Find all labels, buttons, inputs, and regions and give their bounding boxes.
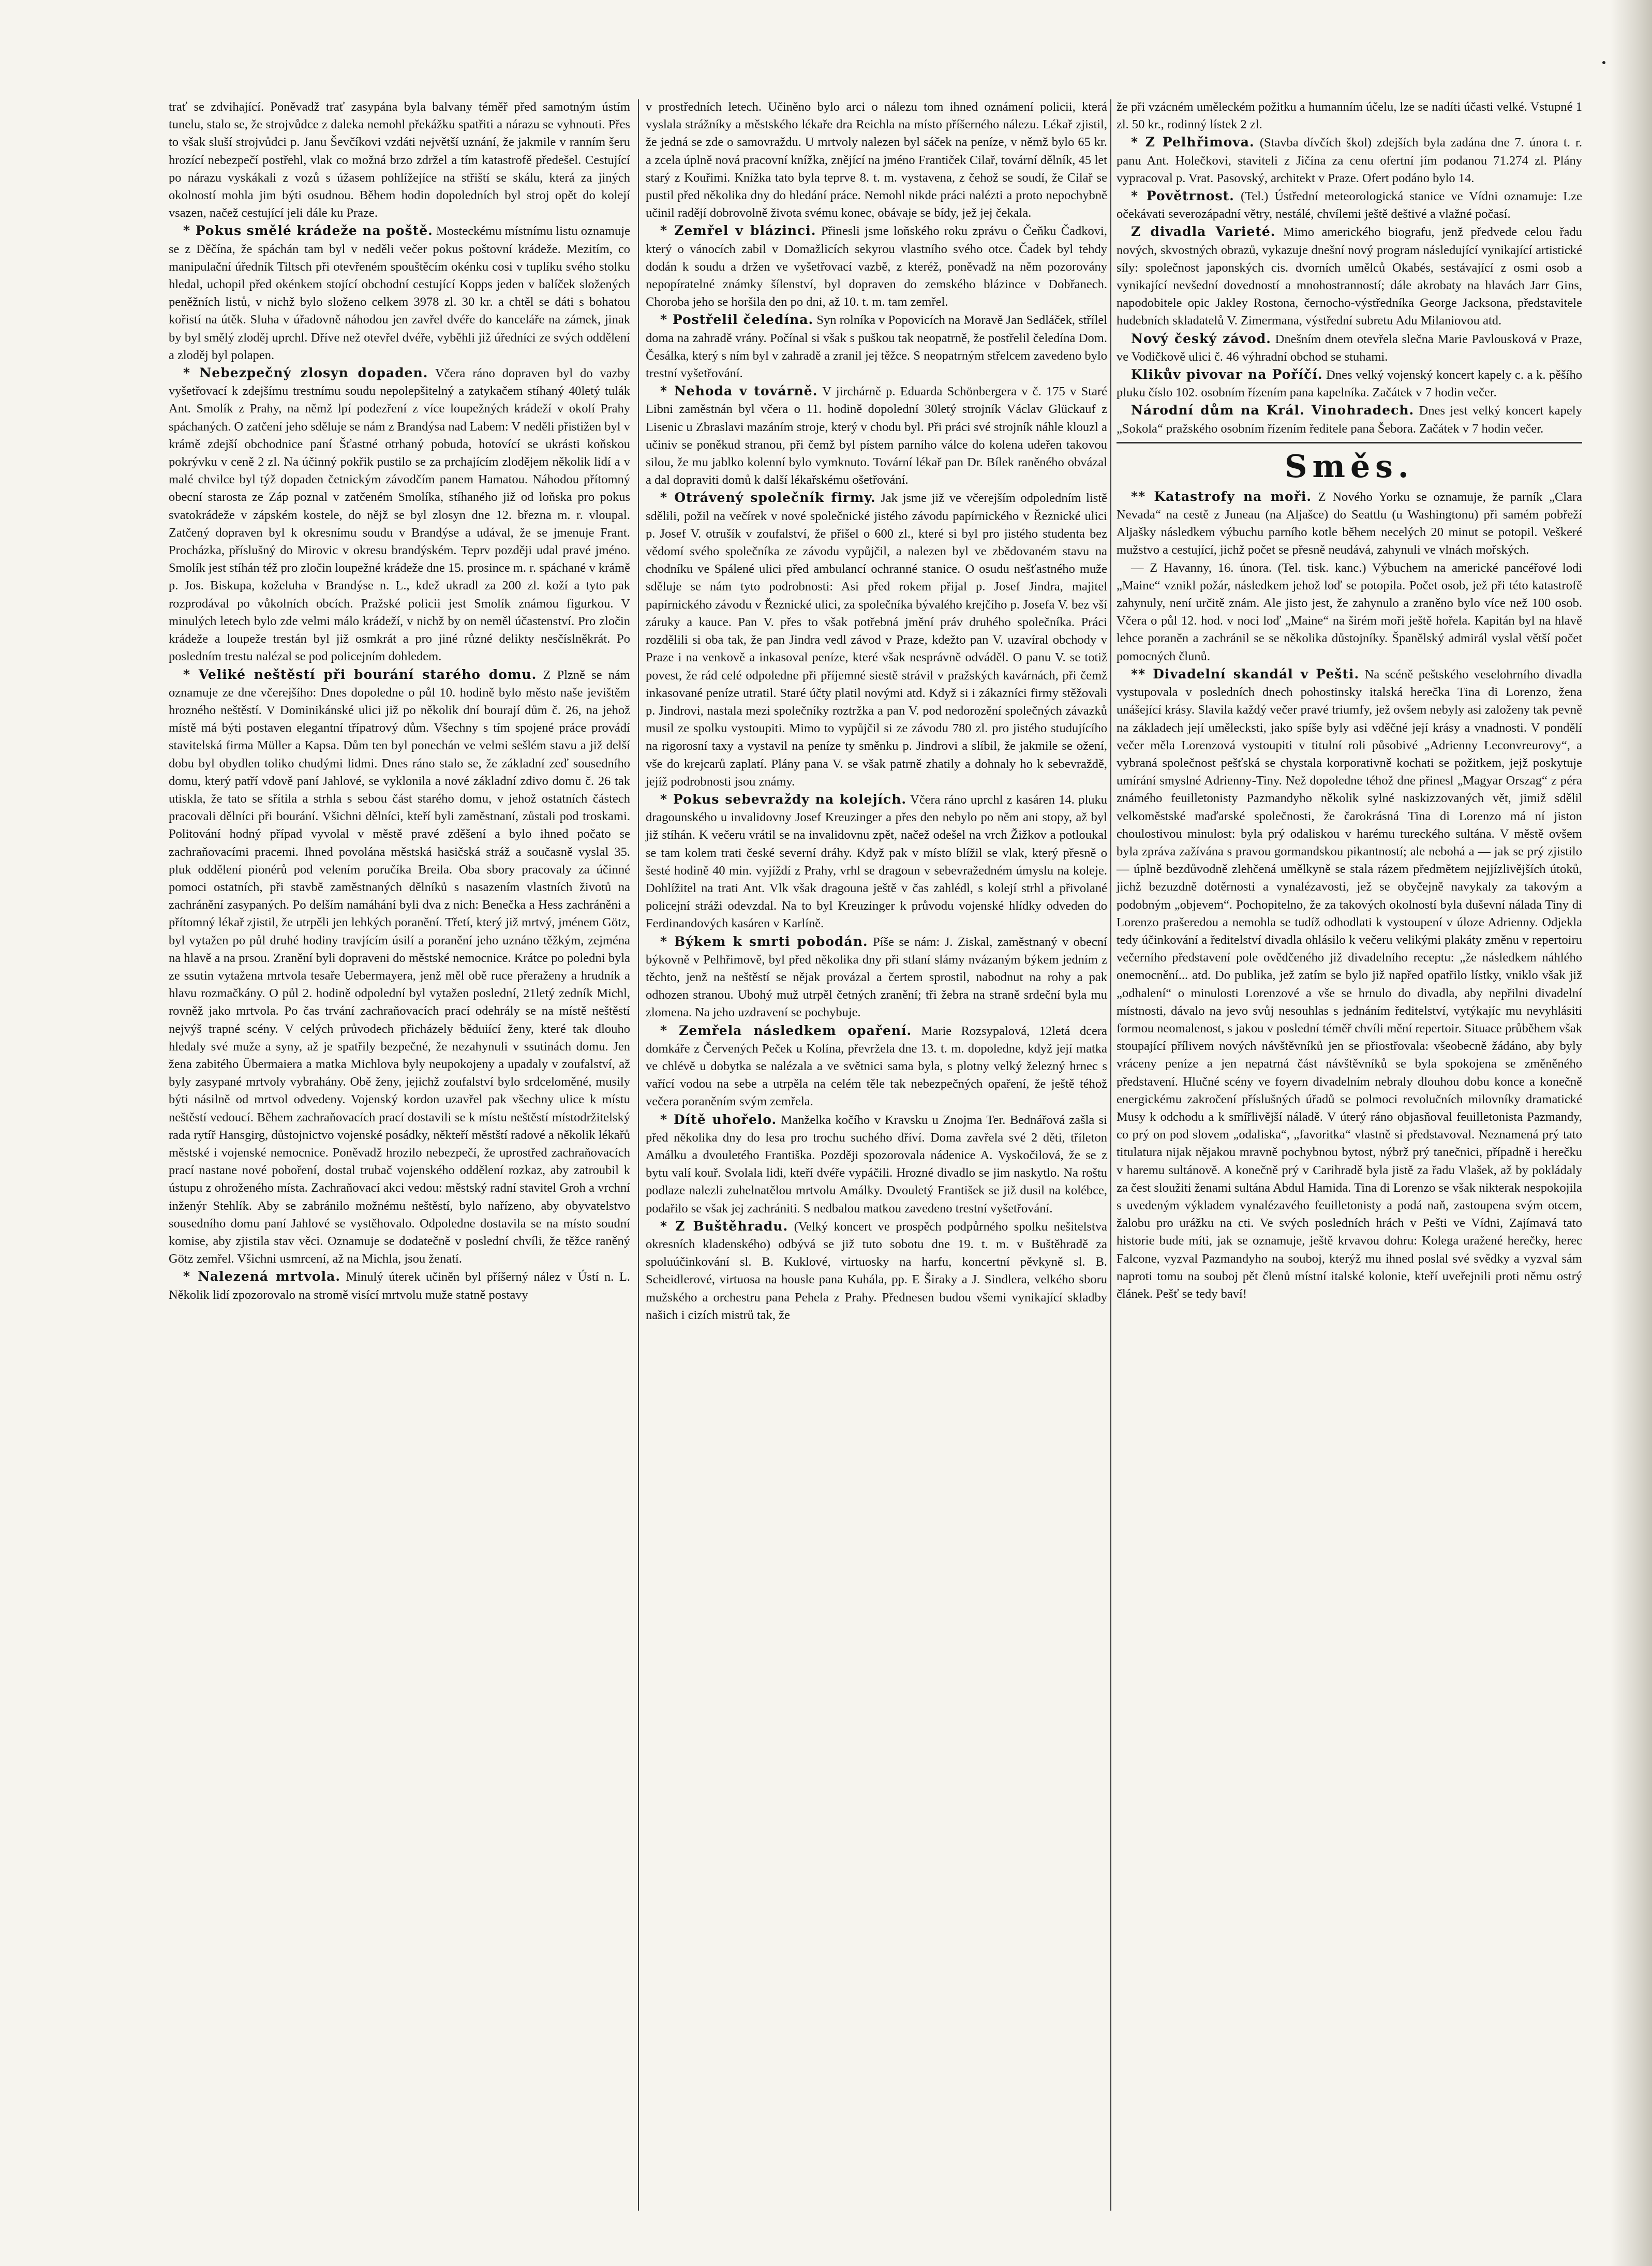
article-text: Syn rolníka v Popovicích na Moravě Jan Sedláček, střílel doma na zahradě vrány. Počínal si však s puškou tak neopatrně, že postřelil čeledína Dom. Česálka, který s ním byl v zahradě a zranil jej těžce. S neopatrným střelcem zavedeno bylo trestní vyšetřování. — [646, 313, 1107, 381]
article-paragraph — [169, 98, 630, 222]
column-left — [169, 98, 630, 1304]
article-text: (Stavba dívčích škol) zdejších byla zadána dne 7. února t. r. panu Ant. Holečkovi, staviteli z Jičína za cenu ofertní jím podanou 71.274 zl. Plány vypracoval p. Vrat. Pasovský, architekt v Praze. Ofert podáno bylo 14. — [1117, 136, 1582, 185]
article-paragraph — [169, 364, 630, 665]
article-headline: * Postřelil čeledína. — [660, 312, 814, 328]
article-text: (Tel.) Ústřední meteorologická stanice ve Vídni oznamuje: Lze očekávati severozápadní větry, nestálé, chvílemi ještě deštivé a vlažné počasí. — [1117, 189, 1582, 221]
article-headline: * Zemřela následkem opaření. — [660, 1023, 912, 1038]
article-text: že při vzácném uměleckém požitku a humanním účelu, lze se nadíti účasti velké. Vstupné 1 zl. 50 kr., rodinný lístek 2 zl. — [1117, 100, 1582, 132]
section-rule — [1117, 442, 1582, 443]
article-paragraph — [646, 1218, 1107, 1324]
article-headline: ** Katastrofy na moři. — [1131, 488, 1312, 504]
article-text: Dnešním dnem otevřela slečna Marie Pavlousková v Praze, ve Vodičkově ulici č. 46 výhradní obchod se stuhami. — [1117, 332, 1582, 364]
article-headline: Z divadla Varieté. — [1131, 224, 1276, 240]
article-text: V jirchárně p. Eduarda Schönbergera v č. 175 v Staré Libni zaměstnán byl včera o 11. hodině dopolední 30letý strojník Václav Glückauf z Lisenic u Zbraslavi mazáním stroje, který v chodu byl. Při práci své strojník náhle klouzl a učiniv se poněkud stranou, při čemž byl pístem parního válce do kolena udeřen takovou silou, že mu jablko kolenní bylo vymknuto. Tovární lékař pan Dr. Bílek raněného obvázal a dal dopraviti domů k další lékařskému ošetřování. — [646, 384, 1107, 487]
article-text: Včera ráno dopraven byl do vazby vyšetřovací k zdejšímu trestnímu soudu nepolepšitelný a zatykačem stíhaný 40letý tulák Ant. Smolík z Prahy, na němž lpí podezření z více loupežných krádeží v okolí Prahy spáchaných. O zatčení jeho sděluje se nám z Brandýsa nad Labem: V neděli přistižen byl v krámě zdejší obchodnice paní Šťastné otrhaný pobuda, hotovící se ukrásti koňskou pokrývku v ceně 2 zl. Na účinný pokřik pustilo se za prchajícím zlodějem několik lidí a v malé chvilce byl týž dopaden četnickým závodčím panem Hamatou. Náhodou přítomný obecní starosta ze Záp poznal v zatčeném Smolíka, stíhaného již od loňska pro pokus svatokrádeže v zápském kostele, do nějž se byl zlosyn dne 12. března m. r. vloupal. Zatčený dopraven byl k okresnímu soudu v Brandýse a udával, že se jmenuje Frant. Procházka, příslušný do Mirovic v okresu brandýském. Teprv později udal pravé jméno. Smolík jest stíhán též pro zločin loupežné krádeže dne 15. prosince m. r. spáchané v krámě p. Jos. Biskupa, koželuha v Brandýse n. L., kdež ukradl za 200 zl. koží a tyto pak rozprodával po vůkolních obcích. Pražské policii jest Smolík známou figurkou. V minulých letech bylo zde velmi málo krádeží, v nichž by on neměl účastenství. Pro zločin krádeže a loupeže trestán byl již osmkrát a pro jiné různé delikty nesčíslněkrát. Po posledním trestu nalézal se pod policejním dohledem. — [169, 366, 630, 664]
article-text: Mosteckému místnímu listu oznamuje se z Děčína, že spáchán tam byl v neděli večer pokus poštovní krádeže. Mezitím, co manipulační úředník Tiltsch při otevřeném spouštěcím okénku cosi v tuplíku svého stolku hledal, uchopil před okénkem stojící obchodní cestující Kopps jeden v balíček složených peněžních listů, v nichž bylo složeno celkem 3978 zl. 30 kr. a chtěl se dáti s bohatou kořistí na útěk. Sluha v úřadovně náhodou jen zavřel dvéře do kanceláře na zámek, jinak by byl smělý zloděj uprchl. Dříve než otevřel dvéře, vyběhli již úředníci ze svých oddělení a zloděj byl polapen. — [169, 224, 630, 362]
article-text: Manželka kočího v Kravsku u Znojma Ter. Bednářová zašla si před několika dny do lesa pro trochu suchého dříví. Doma zavřela své 2 děti, tříleton Amálku a dvouletého Františka. Později spozorovala nádenice A. Vyskočilová, že se z bytu valí kouř. Svolala lidi, kteří dvéře vypáčili. Hrozné divadlo se jim naskytlo. Na roštu podlaze nalezli zuhelnatělou mrtvolu Amálky. Dvouletý František se již dusil na kolébce, podařilo se však jej zachrániti. S nedbalou matkou zavedeno trestní vyšetřování. — [646, 1113, 1108, 1216]
article-text: — Z Havanny, 16. února. (Tel. tisk. kanc.) Výbuchem na americké pancéřové lodi „Maine“ vznikl požár, následkem jehož loď se potopila. Počet osob, jež při této katastrofě zahynuly, není určitě znám. Ale jisto jest, že zahynulo a zraněno bylo více než 100 osob. Včera o půl 12. hod. v noci loď „Maine“ na širém moři ještě hořela. Kapitán byl na hlavě lehce poraněn a zachránil se se několika důstojníky. Španělský admirál vyslal větší počet pomocných člunů. — [1117, 560, 1582, 663]
article-paragraph — [1117, 134, 1582, 187]
article-paragraph — [1117, 402, 1582, 437]
article-text: Z Nového Yorku se oznamuje, že parník „Clara Nevada“ na cestě z Juneau (na Aljašce) do Seattlu (u Washingtonu) při samém pobřeží Aljašky následkem výbuchu parního kotle během necelých 20 minut se potopil. Veškeré mužstvo a cestující, jichž počet se přesně neudává, zahynuli ve vlnách mořských. — [1117, 490, 1582, 557]
article-text: Jak jsme již ve včerejším odpoledním listě sdělili, požil na večírek v nové společnické jistého závodu papírnického v Řeznické ulici p. Josef V. otrušík v zoufalství, že přišel o 600 zl., které si byl pro jistého studenta bez vědomí svého společníka ze závodu vypůjčil, a nalezen byl ve zbědovaném stavu na chodníku ve Spálené ulici před ambulancí ochranné stanice. O osudu nešťastného muže sděluje se nám tyto podrobnosti: Asi před rokem přijal p. Josef Jindra, majitel papírnického závodu v Řeznické ulici, za společníka bývalého krejčího p. Josefa V. bez vší záruky a kauce. Pan V. přes to však potřebná jmění práv druhého společníka. Práci rozdělili si oba tak, že pan Jindra vedl závod v Praze, kdežto pan V. uzavíral obchody v Praze i na venkově a inkasoval peníze, které však nesprávně odváděl. O panu V. se totiž povest, že rád celé odpoledne při příjemné siestě strávil v pražských kavárnách, při čemž inkasované peníze utratil. Staré účty platil novými atd. Když si i zákazníci firmy stěžovali p. Jindrovi, nastala mezi společníky roztržka a pan V. pod nedorozění společných závazků musil ze spolku vystoupiti. Mimo to vypůjčil si ze závodu 780 zl. pro jistého studujícího na rigorosní taxy a vystavil na peníze ty směnku p. Jindrovi a slíbil, že jakmile se ožení, vše do krejcarů zaplatí. Plány pana V. se však patrně zhatily a dohnaly ho k sebevraždě, jejíž podrobnosti jsou známy. — [646, 491, 1107, 789]
article-text: Mimo amerického biografu, jenž předvede celou řadu nových, skvostných obrazů, vykazuje dnešní nový program následující vynikající artistické síly: společnost japonských cis. dvorních umělců Okabés, sestávající z osmi osob a vynikající nevšední dovedností a mnohostranností; dále akrobaty na hlavách Jarr Gins, napodobitele opic Jakley Rostona, černocho-výstředníka George Jacksona, představitele hudebních skladatelů V. Zimermana, výstřední subretu Adu Milaniovou atd. — [1117, 225, 1582, 328]
article-headline: * Povětrnost. — [1131, 188, 1234, 204]
article-text: Dnes velký vojenský koncert kapely c. a k. pěšího pluku číslo 102. osobním řízením pana kapelníka. Začátek v 7 hodin večer. — [1117, 368, 1582, 400]
article-headline: ** Divadelní skandál v Pešti. — [1131, 666, 1360, 682]
article-headline: * Veliké neštěstí při bourání starého domu. — [183, 667, 537, 682]
article-headline: * Nalezená mrtvola. — [183, 1269, 341, 1284]
article-paragraph — [1117, 665, 1582, 1303]
article-paragraph — [1117, 223, 1582, 330]
article-headline: * Nebezpečný zlosyn dopaden. — [183, 365, 428, 381]
article-headline: * Zemřel v blázinci. — [660, 223, 816, 239]
article-headline: * Býkem k smrti pobodán. — [660, 934, 868, 949]
article-paragraph — [1117, 559, 1582, 665]
column-middle — [646, 98, 1107, 1324]
article-headline: * Nehoda v továrně. — [660, 383, 818, 399]
article-paragraph — [646, 791, 1107, 933]
article-paragraph — [646, 933, 1107, 1022]
article-paragraph — [1117, 330, 1582, 366]
article-paragraph — [169, 1268, 630, 1304]
article-paragraph — [646, 222, 1107, 311]
article-paragraph — [169, 666, 630, 1268]
article-paragraph — [646, 311, 1107, 382]
article-paragraph — [646, 489, 1107, 790]
article-paragraph — [646, 382, 1107, 489]
article-text: Píše se nám: J. Ziskal, zaměstnaný v obecní býkovně v Pelhřimově, byl před několika dny při stlaní slámy nvázaným býkem jedním z těchto, jenž na neštěstí se nějak provázal a čertem sprostil, nabodnut na rohy a pak odhozen stranou. Ubohý muž utrpěl četných zranění; tři žebra na straně srdeční byla mu zlomena. Na jeho uzdravení se pochybuje. — [646, 935, 1107, 1020]
article-text: Včera ráno uprchl z kasáren 14. pluku dragounského u invalidovny Josef Kreuzinger a přes den nebylo po něm ani stopy, až byl již stíhán. K večeru vrátil se na invalidovnu zpět, načež odešel na vrch Žižkov a potloukal se tam kolem trati české severní dráhy. Když pak v místo blížil se vlak, který přesně o šesté hodině 40 min. vyjíždí z Prahy, vrhl se dragoun v sebevražedném úmyslu na koleje. Dohlížitel na trati Ant. Vlk však dragouna ještě v čas zahlédl, s kolejí strhl a přivolané policejní stráži odevzdal. Na to byl Kreuzinger k průvodu vojenské hlídky odveden do Ferdinandových kasáren v Karlíně. — [646, 792, 1108, 931]
article-text: Marie Rozsypalová, 12letá dcera domkáře z Červených Peček u Kolína, převržela dne 13. t. m. dopoledne, když její matka ve chlévě u dobytka se nalézala a ve světnici sama byla, s plotny velký železný hrnec s vařící vodou na sebe a utrpěla na celém těle tak nebezpečných opaření, že ještě téhož večera poraněním svým zemřela. — [646, 1024, 1107, 1109]
article-headline: * Dítě uhořelo. — [660, 1112, 777, 1127]
article-headline: * Otrávený společník firmy. — [660, 490, 876, 506]
section-title: Směs. — [1285, 448, 1414, 485]
page-edge — [1611, 0, 1652, 2266]
article-text: Na scéně peštského veselohrního divadla vystupovala v posledních dnech pohostinsky italská herečka Tina di Lorenzo, žena unášející krásy. Slavila každý večer pravé triumfy, jež ovšem nebyly asi založeny tak pevně na základech její umělecksti, jako spíše byly asi vděčné její krásy a vnadnosti. V pondělí večer měla Lorenzová vystoupiti v titulní roli působivé „Adrienny Leconvreurovy“, a vybraná společnost pešťská se chystala korporativně kochati se požitkem, jejž poskytuje umírání smyslné Adrienny-Tiny. Než dopoledne téhož dne přinesl „Magyar Orszag“ z péra známého feuilletonisty Pazmandyho několik sylné naskizzovaných vět, jimiž sdělil velkoměstské maďarské společnosti, že čarokrásná Tina di Lorenzo má ní jiston choulostivou minulost: byla prý odaliskou v harému tureckého sultána. V městě ovšem byla zpráva zažívána s pravou gormandskou pikantností; ale nebohá a — jak se prý zjistilo — úplně bezdůvodně zlehčená umělkyně se stala rázem předmětem nejjízlivějších útoků, jichž bezuzdně dotěrnosti a vynalézavosti, jež se obyčejně navykaly za takovým a podobným „objevem“. Pochopitelno, že za takových okolností byla duševní nálada Tiny di Lorenzo prašeredou a nemohla se tudíž odhodlati k vystoupení v úloze Adrienny. Odjekla tedy účinkování a ředitelství divadla ohlásilo k večeru velikými plakáty změnu v repertoiru večerního představení pole ovědčeného již divadelního receptu: „že následkem náhlého onemocnění... atd. Do publika, jež zatím se bylo již napřed opatřilo lístky, vniklo však již „odhalení“ o minulosti Lorenzové a vše se hrnulo do divadla, aby nepřilni divadelní místnosti, dávalo na jevo svůj nesouhlas s jednáním ředitelství, vytýkajíc mu nevyhlásiti formou neomalenost, s jakou v poslední téměř chvíli mění repertoir. Situace průběhem však stoupající přílivem nových návštěvníků jen se přiostřovala: všeobecně žádáno, aby byly vráceny peníze a jen nepatrná část návštěvníků se byla spokojena se změněného představení. Hlučné scény ve foyern divadelním nebraly dlouhou dobu konce a konečně energickému zakročení příslušných úřadů se polmoci revolučních milovníky dramatické Musy k odchodu a k smířlivější náladě. V úterý ráno objasňoval feuilletonista Pazmandy, co prý on pod slovem „odaliska“, „favoritka“ vlastně si představoval. Neznamená prý tato titulatura nijak nějakou mravně pochybnou bytost, nýbrž prý tanečnici, případně i herečku v haremu sultánově. A konečně prý v Carihradě byla jistě za řadu Vlašek, až by pokládaly za čest sloužiti ženami sultána Abdul Hamida. Tina di Lorenzo se však nikterak nespokojila s uvedeným výkladem vynalézavého feuilletonisty a podá naň, zastoupena svým otcem, žalobu pro urážku na cti. Ve svých posledních hrách v Pešti ve Vídni, Zajímavá tato historie bude míti, jak se oznamuje, ještě krvavou dohru: Kolega uražené herečky, herec Falcone, vyzval Pazmandyho na souboj, kterýž mu ihned poslal své svědky a vyzval sám naproti tomu na souboj pět členů místní italské kolonie, kteří uveřejnili proti němu ostrý článek. Pešť se tedy baví! — [1117, 667, 1582, 1301]
article-paragraph — [1117, 488, 1582, 559]
article-text: trať se zdvihající. Poněvadž trať zasypána byla balvany téměř před samotným ústím tunelu, stalo se, že strojvůdce z daleka nemohl překážku spatřiti a nárazu se vyhnouti. Přes to však sluší strojvůdci p. Janu Ševčíkovi vzdáti největší uznání, že jakmile v ranním šeru hrozící nebezpečí postřehl, vlak co možná brzo zdržel a tím katastrofě předešel. Cestující po nárazu vyskákali z vozů s úžasem pohlížejíce na střiští se skálu, která za jiných okolností mohla jim býti osudnou. Během hodin dopoledních byl stroj opět do kolejí vsazen, načež cestující jeli dále ku Praze. — [169, 100, 630, 220]
column-divider — [638, 99, 639, 2211]
article-headline: * Pokus smělé krádeže na poště. — [183, 223, 433, 239]
article-text: Z Plzně se nám oznamuje ze dne včerejšího: Dnes dopoledne o půl 10. hodině bylo město naše jevištěm hrozného neštěstí. V Dominikánské ulici již po několik dní bourají dům č. 26, na jehož místě má býti postaven elegantní třípatrový dům. Všechny s tím spojené práce provádí stavitelská firma Müller a Kapsa. Dům ten byl ponechán ve velmi sešlém stavu a již delší dobu byl obydlen toliko chudými lidmi. Dnes ráno stalo se, že základní zeď sousedního domu, který patří vdově paní Jahlové, se vyklonila a nové základní zdivo domu č. 26 tak utiskla, že tato se sřítila a strhla s sebou část starého domu, v jehož ostatních částech pracovali dělníci při bourání. Všichni dělníci, kteří byli zaměstnaní, zůstali pod troskami. Politování hodný případ vyvolal v městě pravé zděšení a bylo ihned počato se zachraňovacími pracemi. Ihned povolána městská hasičská stráž a současně vyslal 35. pluk oddělení pionérů pod velením poručíka Breila. Oba sbory pracovaly za účinné pomoci ostatních, při stavbě zaměstnaných dělníků s nasazením vlastních životů na zachránění zasypaných. Po delším namáhání byli dva z nich: Benečka a Hess zachráněni a přítomný lékař zjistil, že utrpěli jen lehkých poranění. Třetí, který již mrtvý, jménem Götz, byl vytažen po půl druhé hodiny travjícím úsilí a poranění jeho uznáno těžkým, zejména na hlavě a na prsou. Zranění byli dopraveni do městské nemocnice. Krátce po poledni byla ze ssutin vytažena mrtvola tesaře Uebermayera, jenž měl obě ruce přeraženy a hrudník a hlavu rozmačkány. O půl 2. hodině odpolední byl vytažen poslední, 21letý zedník Michl, rovněž jako mrtvola. Po čas trvání zachraňovacích prací odehrály se na místě neštěstí nejvýš trapné scény. V celých průvodech přicházely běduiící ženy, které tak dlouho hledaly své muže a syny, až je spatřily bezpečné, že nezahynuli v ssutinách domu. Jen žena zabitého Übermaiera a matka Michlova byly neupokojeny a upadaly v zoufalství, až byly zasypané mrtvoly vybrahány. Obě ženy, jejichž zoufalství bylo srdceloměné, musily býti násilně od mrtvol odvedeny. Vojenský kordon uzavřel pak všechny ulice k místu neštěstí vedoucí. Během zachraňovacích prací dostavili se k místu neštěstí místodržitelský rada rytíř Hansgirg, důstojnictvo vojenské posádky, někteří městští radové a několik lékařů městské i vojenské nemocnice. Poněvadž hrozilo nebezpečí, že uprostřed zachraňovacích prací nastane nové poboření, dostal trubač vojenského oddělení rozkaz, aby zatroubil k ústupu z ohroženého místa. Zachraňovací akci vedou: městský radní stavitel Groh a vrchní inženýr Stehlík. Aby se zabránilo možnému neštěstí, bylo nařízeno, aby obyvatelstvo sousedního domu paní Jahlové se vystěhovalo. Odpoledne dostavila se na místo soudní komise, aby zjistila stav věci. Oznamuje se dodatečně v poslední chvíli, že těžce raněný Götz zemřel. Všichni usmrcení, až na Michla, jsou ženatí. — [169, 668, 630, 1266]
article-paragraph — [169, 222, 630, 364]
article-text: v prostředních letech. Učiněno bylo arci o nálezu tom ihned oznámení policii, která vyslala strážníky a městského lékaře dra Reichla na místo příšerného nálezu. Lékař zjistil, že jedná se zde o samovraždu. U mrtvoly nalezen byl sáček na peníze, v němž bylo 65 kr. a zcela úplně nová pracovní knížka, znějící na jméno Frantiček Cilař, tovární dělník, 45 let starý z Kouřimi. Knížka tato byla teprve 8. t. m. vystavena, z čehož se soudí, že Cilař se pustil před několika dny do hledání práce. Nemohl nikde práci nalézti a proto nepochybně učinil radějí dobrovolně života svému konec, obávaje se bídy, jež jej čekala. — [646, 100, 1107, 220]
article-paragraph — [1117, 187, 1582, 223]
article-paragraph — [646, 1022, 1107, 1111]
article-headline: Nový český závod. — [1131, 331, 1271, 346]
article-text: (Velký koncert ve prospěch podpůrného spolku nešitelstva okresních kladenského) odbývá se již tuto sobotu dne 19. t. m. v Buštěhradě za spoluúčinkování sl. B. Kuklové, virtuosky na harfu, koncertní pěvkyně sl. B. Scheidlerové, virtuosa na housle pana Kuhála, pp. E Širaky a J. Sindlera, velkého sboru mužského a orchestru pana Pehela z Prahy. Přednesen budou všemi vynikající skladby našich i cizích mistrů tak, že — [646, 1219, 1107, 1322]
article-headline: Národní dům na Král. Vinohradech. — [1131, 403, 1415, 418]
article-paragraph — [1117, 366, 1582, 402]
article-text: Dnes jest velký koncert kapely „Sokola“ pražského osobním řízením ředitele pana Šebora. Začátek v 7 hodin večer. — [1117, 404, 1582, 436]
article-paragraph — [646, 98, 1107, 222]
article-paragraph — [646, 1111, 1107, 1218]
article-headline: Klikův pivovar na Poříčí. — [1131, 367, 1323, 382]
ink-speck — [1602, 61, 1605, 64]
article-headline: * Z Pelhřimova. — [1131, 135, 1255, 150]
article-headline: * Pokus sebevraždy na kolejích. — [660, 791, 907, 807]
article-text: Přinesli jsme loňského roku zprávu o Čeňku Čadkovi, který o vánocích zabil v Domažlicích sekyrou vlastního svého otce. Čadek byl tehdy dodán k soudu a držen ve vyšetřovací vazbě, z kteréž, poněvadž na něm pozorovány nepopíratelné známky šílenství, byl dopraven do zemského blázince v Dobřanech. Choroba jeho se horšila den po dni, až 10. t. m. tam zemřel. — [646, 224, 1107, 309]
article-paragraph — [1117, 98, 1582, 134]
article-text: Minulý úterek učiněn byl příšerný nález v Ústí n. L. Několik lidí zpozorovalo na stromě visící mrtvolu muže statně postavy — [169, 1270, 630, 1302]
column-right — [1117, 98, 1582, 1303]
column-divider — [1110, 99, 1111, 2211]
article-headline: * Z Buštěhradu. — [660, 1218, 788, 1234]
